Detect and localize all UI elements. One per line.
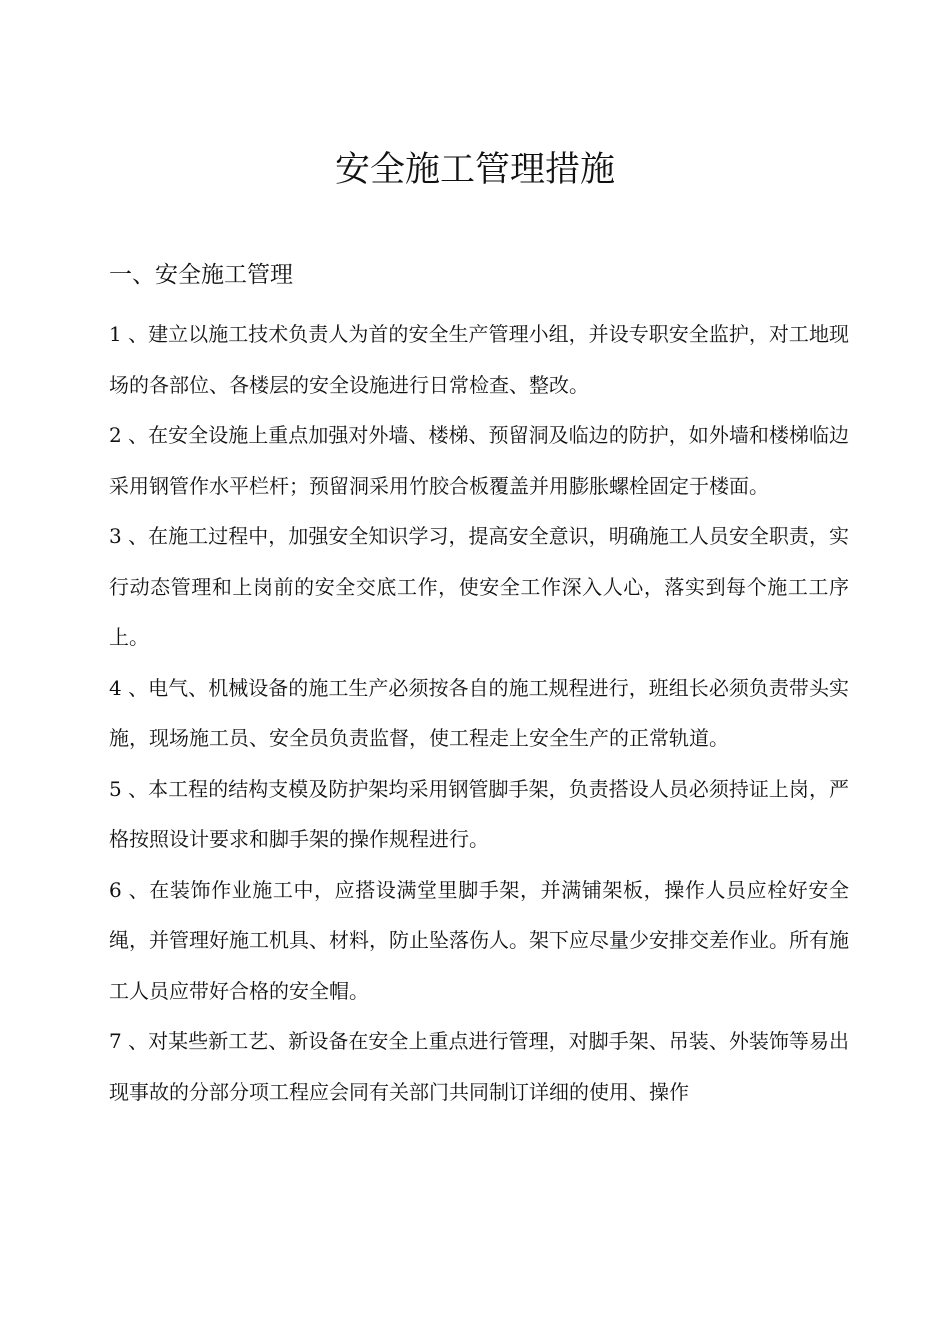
paragraph-item-1: 1 、建立以施工技术负责人为首的安全生产管理小组，并设专职安全监护，对工地现场的各部位、各楼层的安全设施进行日常检查、整改。: [109, 322, 849, 397]
paragraph-item-5: 5 、本工程的结构支模及防护架均采用钢管脚手架，负责搭设人员必须持证上岗，严格按照设计要求和脚手架的操作规程进行。: [109, 776, 849, 851]
document-body: [109, 256, 849, 1117]
paragraph-item-7: 7 、对某些新工艺、新设备在安全上重点进行管理，对脚手架、吊装、外装饰等易出现事故的分部分项工程应会同有关部门共同制订详细的使用、操作: [109, 1029, 849, 1104]
paragraph-item-6: 6 、在装饰作业施工中，应搭设满堂里脚手架，并满铺架板，操作人员应栓好安全绳，并管理好施工机具、材料，防止坠落伤人。架下应尽量少安排交差作业。所有施工人员应带好合格的安全帽。: [109, 877, 849, 1003]
section-heading: 一、安全施工管理: [109, 262, 293, 288]
paragraph-item-4: 4 、电气、机械设备的施工生产必须按各自的施工规程进行，班组长必须负责带头实施，现场施工员、安全员负责监督，使工程走上安全生产的正常轨道。: [109, 675, 849, 750]
paragraph-item-2: 2 、在安全设施上重点加强对外墙、楼梯、预留洞及临边的防护，如外墙和楼梯临边采用钢管作水平栏杆；预留洞采用竹胶合板覆盖并用膨胀螺栓固定于楼面。: [109, 423, 849, 498]
paragraph-item-3: 3 、在施工过程中，加强安全知识学习，提高安全意识，明确施工人员安全职责，实行动态管理和上岗前的安全交底工作，使安全工作深入人心，落实到每个施工工序上。: [109, 524, 849, 649]
document-title: 安全施工管理措施: [334, 150, 615, 190]
